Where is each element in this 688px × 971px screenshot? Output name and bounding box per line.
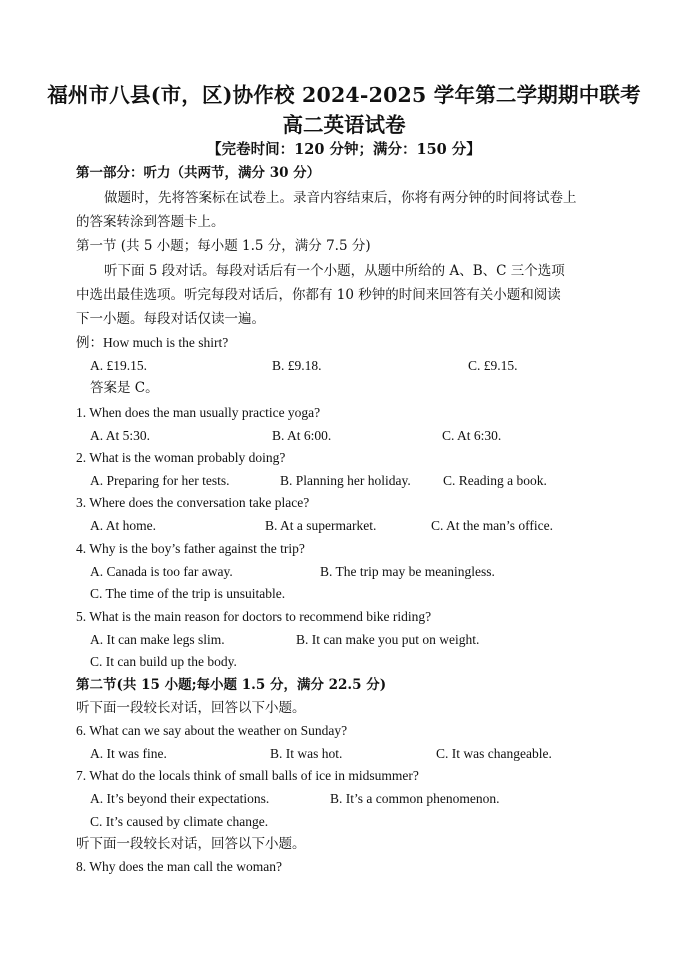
section1-instruction-line2: 中选出最佳选项。听完每段对话后，你都有 10 秒钟的时间来回答有关小题和阅读 (76, 287, 561, 303)
section1-instruction-line1: 听下面 5 段对话。每段对话后有一个小题，从题中所给的 A、B、C 三个选项 (104, 263, 565, 279)
part1-heading: 第一部分：听力（共两节，满分 30 分） (76, 165, 321, 181)
part1-instruction-line2: 的答案转涂到答题卡上。 (76, 214, 225, 230)
question-7: 7. What do the locals think of small balls of ice in midsummer? (76, 768, 419, 783)
example-option-c: C. £9.15. (468, 358, 518, 373)
q1-option-b: B. At 6:00. (272, 428, 332, 443)
question-8: 8. Why does the man call the woman? (76, 859, 282, 874)
q6-option-b: B. It was hot. (270, 746, 343, 761)
exam-title: 福州市八县(市，区)协作校 2024-2025 学年第二学期期中联考 (47, 83, 641, 107)
q1-option-c: C. At 6:30. (442, 428, 502, 443)
q4-option-a: A. Canada is too far away. (90, 564, 233, 579)
q2-option-b: B. Planning her holiday. (280, 473, 411, 488)
q4-option-b: B. The trip may be meaningless. (320, 564, 495, 579)
example-question: 例：How much is the shirt? (76, 335, 229, 350)
question-4: 4. Why is the boy’s father against the trip? (76, 541, 305, 556)
example-answer: 答案是 C。 (90, 380, 159, 396)
question-2: 2. What is the woman probably doing? (76, 450, 286, 465)
q5-option-a: A. It can make legs slim. (90, 632, 225, 647)
q7-option-a: A. It’s beyond their expectations. (90, 791, 270, 806)
section1-instruction-line3: 下一小题。每段对话仅读一遍。 (76, 311, 265, 327)
example-option-a: A. £19.15. (90, 358, 147, 373)
exam-info: 【完卷时间：120 分钟；满分：150 分】 (207, 141, 481, 158)
q2-option-c: C. Reading a book. (443, 473, 547, 488)
section2-dialog-intro-2: 听下面一段较长对话，回答以下小题。 (76, 836, 306, 852)
section2-heading: 第二节(共 15 小题;每小题 1.5 分，满分 22.5 分) (76, 677, 387, 693)
q5-option-b: B. It can make you put on weight. (296, 632, 480, 647)
q7-option-c: C. It’s caused by climate change. (90, 814, 269, 829)
question-1: 1. When does the man usually practice yoga? (76, 405, 321, 420)
q1-option-a: A. At 5:30. (90, 428, 151, 443)
q2-option-a: A. Preparing for her tests. (90, 473, 230, 488)
exam-subtitle: 高二英语试卷 (282, 113, 406, 137)
q6-option-a: A. It was fine. (90, 746, 167, 761)
question-5: 5. What is the main reason for doctors to recommend bike riding? (76, 609, 432, 624)
question-3: 3. Where does the conversation take place? (76, 495, 310, 510)
q3-option-a: A. At home. (90, 518, 156, 533)
section1-heading: 第一节 (共 5 小题；每小题 1.5 分，满分 7.5 分) (76, 238, 371, 254)
q5-option-c: C. It can build up the body. (90, 654, 237, 669)
q3-option-b: B. At a supermarket. (265, 518, 377, 533)
q3-option-c: C. At the man’s office. (431, 518, 553, 533)
q4-option-c: C. The time of the trip is unsuitable. (90, 586, 286, 601)
question-6: 6. What can we say about the weather on Sunday? (76, 723, 348, 738)
q7-option-b: B. It’s a common phenomenon. (330, 791, 500, 806)
example-option-b: B. £9.18. (272, 358, 322, 373)
q6-option-c: C. It was changeable. (436, 746, 552, 761)
section2-dialog-intro: 听下面一段较长对话，回答以下小题。 (76, 700, 306, 716)
part1-instruction-line1: 做题时，先将答案标在试卷上。录音内容结束后，你将有两分钟的时间将试卷上 (104, 190, 577, 206)
